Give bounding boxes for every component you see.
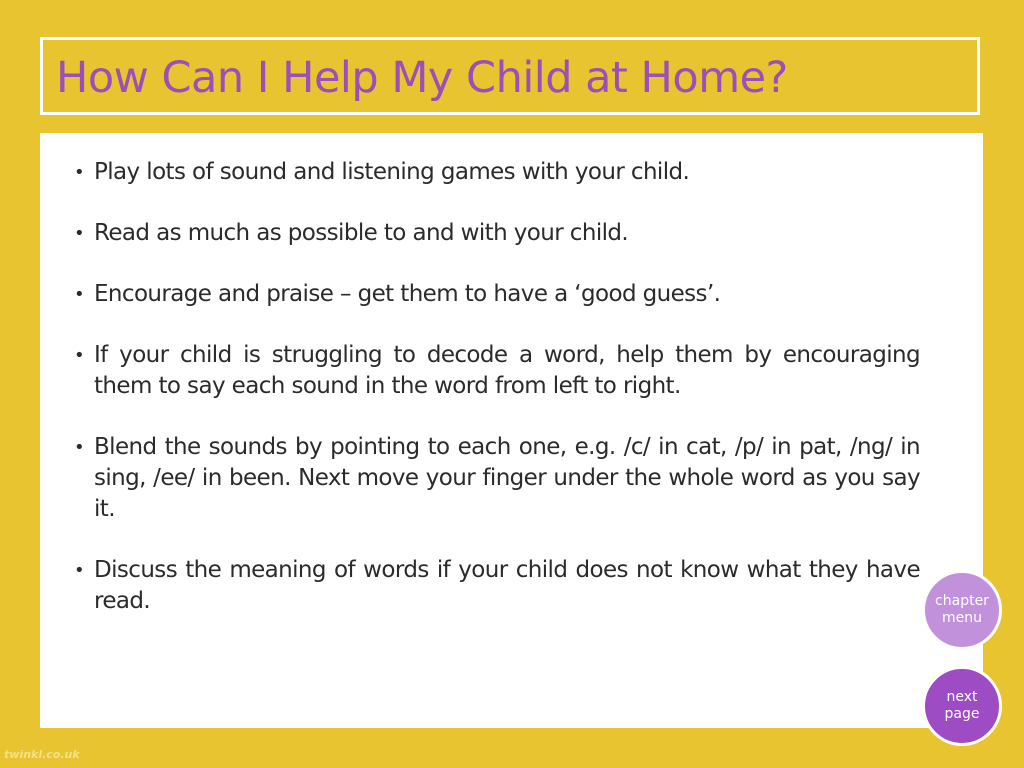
list-item xyxy=(70,555,920,617)
list-item-text: Encourage and praise – get them to have a ‘good guess’. xyxy=(94,281,721,307)
bullet-icon: • xyxy=(74,162,85,183)
list-item-text: Blend the sounds by pointing to each one, e.g. /c/ in cat, /p/ in pat, /ng/ in sing, /ee/ in been. Next move your finger under the whole word as you say it. xyxy=(94,434,920,522)
list-item-text: Discuss the meaning of words if your child does not know what they have read. xyxy=(94,557,920,614)
list-item-text: If your child is struggling to decode a word, help them by encouraging them to say each sound in the word from left to right. xyxy=(94,342,920,399)
list-item xyxy=(70,157,920,188)
bullet-icon: • xyxy=(74,284,85,305)
footer-logo-text: twinkl.co.uk xyxy=(4,748,80,761)
next-page-button[interactable] xyxy=(922,666,1002,746)
list-item xyxy=(70,432,920,525)
list-item xyxy=(70,340,920,402)
page-title: How Can I Help My Child at Home? xyxy=(56,53,788,103)
list-item xyxy=(70,279,920,310)
content-panel xyxy=(40,133,983,728)
list-item-text: Play lots of sound and listening games with your child. xyxy=(94,159,690,185)
bullet-icon: • xyxy=(74,223,85,244)
bullet-icon: • xyxy=(74,437,85,458)
bullet-list xyxy=(70,157,920,647)
next-page-label: next page xyxy=(944,689,980,722)
chapter-menu-label: chapter menu xyxy=(935,593,989,626)
list-item-text: Read as much as possible to and with your child. xyxy=(94,220,629,246)
chapter-menu-button[interactable] xyxy=(922,570,1002,650)
title-box xyxy=(40,37,980,115)
bullet-icon: • xyxy=(74,560,85,581)
list-item xyxy=(70,218,920,249)
bullet-icon: • xyxy=(74,345,85,366)
